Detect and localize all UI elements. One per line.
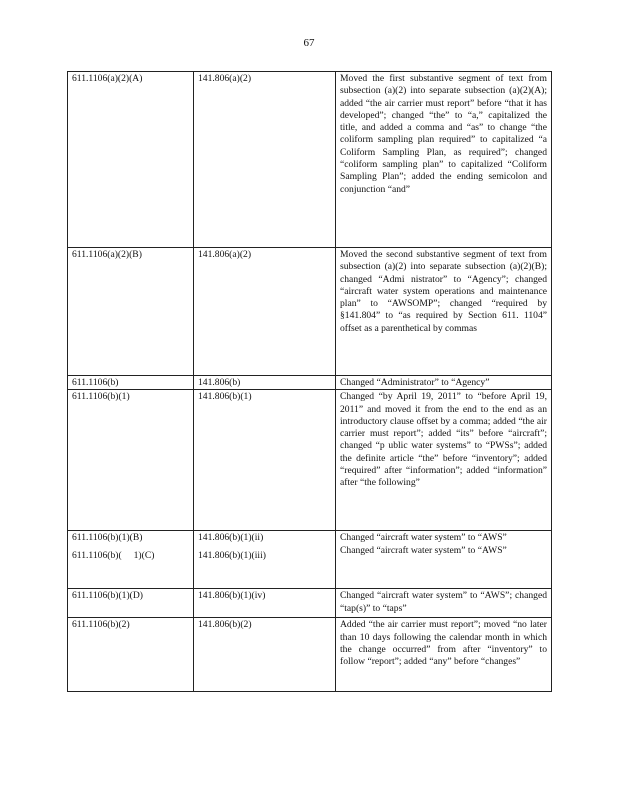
old-section-cell: 611.1106(a)(2)(B) [68, 248, 194, 376]
old-section-cell: 611.1106(b)(1) [68, 390, 194, 531]
old-section-cell: 611.1106(b) [68, 376, 194, 390]
change-description-cell: Added “the air carrier must report”; moved “no later than 10 days following the calendar month in which the change occurred” from after “inventory” to follow “report”; added “any” before “changes” [336, 618, 552, 692]
change-description-cell: Changed “by April 19, 2011” to “before April 19, 2011” and moved it from the end to the end as an introductory clause offset by a comma; added “the air carrier must report”; added “its” before “aircraft”; changed “p ublic water systems” to “PWSs”; added the definite article “the” before “inventory”; added “required” after “information”; added “information” after “the following” [336, 390, 552, 531]
cross-reference-table [67, 71, 552, 692]
new-section-cell: 141.806(b) [194, 376, 336, 390]
change-description-line: Changed “aircraft water system” to “AWS” [340, 532, 507, 544]
change-description-line: Changed “aircraft water system” to “AWS” [340, 544, 507, 556]
new-section-line: 141.806(b)(1)(iii) [198, 549, 266, 561]
new-section-cell: 141.806(a)(2) [194, 248, 336, 376]
old-section-cell: 611.1106(b)(1)(D) [68, 589, 194, 618]
old-section-cell: 611.1106(b)(2) [68, 618, 194, 692]
new-section-cell: 141.806(a)(2) [194, 72, 336, 248]
change-description-cell: Moved the first substantive segment of text from subsection (a)(2) into separate subsection (a)(2)(A); added “the air carrier must report” before “that it has developed”; changed “the” to “a,” capitalized the title, and added a comma and “as” to change “the coliform sampling plan required” to capitalized “a Coliform Sampling Plan, as required”; changed “coliform sampling plan” to capitalized “Coliform Sampling Plan”; added the ending semicolon and conjunction “and” [336, 72, 552, 248]
table-row [68, 376, 552, 390]
new-section-cell: 141.806(b)(2) [194, 618, 336, 692]
change-description-cell: Changed “aircraft water system” to “AWS”; changed “tap(s)” to “taps” [336, 589, 552, 618]
old-section-line: 611.1106(b)( 1)(C) [72, 549, 155, 561]
page-number: 67 [303, 37, 315, 49]
old-section-line: 611.1106(b)(1)(B) [72, 532, 143, 544]
old-section-cell [68, 531, 194, 589]
table-row [68, 531, 552, 589]
change-description-cell [336, 531, 552, 589]
new-section-cell: 141.806(b)(1)(iv) [194, 589, 336, 618]
old-section-cell: 611.1106(a)(2)(A) [68, 72, 194, 248]
new-section-cell: 141.806(b)(1) [194, 390, 336, 531]
table-row [68, 589, 552, 618]
change-description-cell: Moved the second substantive segment of text from subsection (a)(2) into separate subsection (a)(2)(B); changed “Admi nistrator” to “Agency”; changed “aircraft water system operations and maintenance plan” to “AWSOMP”; changed “required by §141.804” to “as required by Section 611. 1104” offset as a parenthetical by commas [336, 248, 552, 376]
change-description-cell: Changed “Administrator” to “Agency” [336, 376, 552, 390]
new-section-cell [194, 531, 336, 589]
new-section-line: 141.806(b)(1)(ii) [198, 532, 264, 544]
table-row [68, 390, 552, 531]
table-row [68, 72, 552, 248]
table-row [68, 618, 552, 692]
table-row [68, 248, 552, 376]
